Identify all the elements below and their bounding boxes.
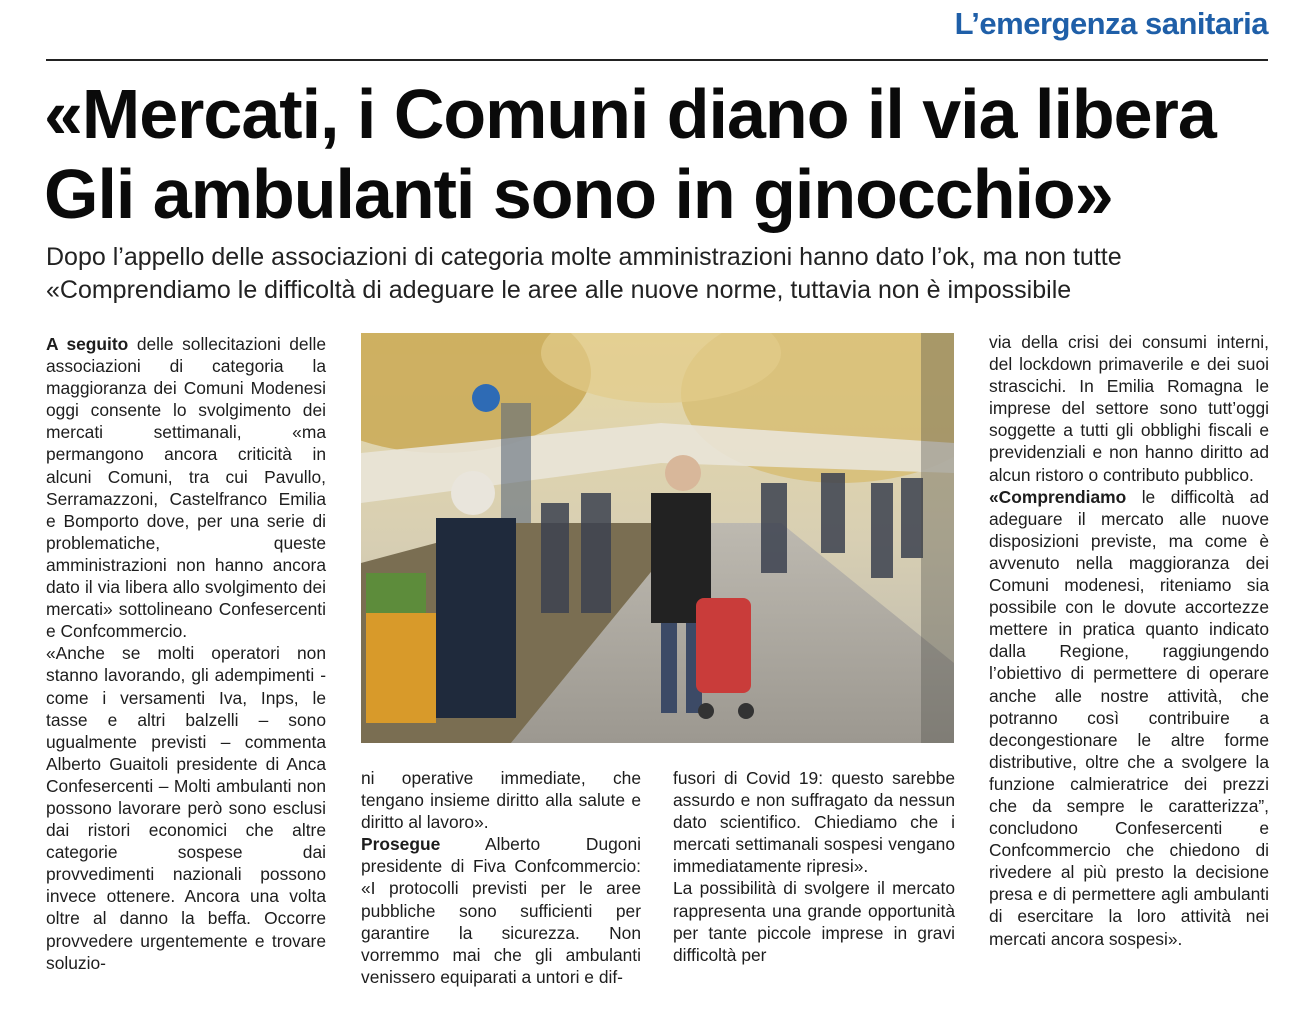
paragraph: via della crisi dei consumi interni, del lockdown primaverile e dei suoi strascichi. In Emilia Romagna le imprese del settore sono tutt’oggi soggette a tutti gli obblighi fiscali e previdenziali e non hanno diritto ad alcun ristoro o contributo pubblico. — [989, 332, 1269, 485]
paragraph: ni operative immediate, che tengano insieme diritto alla salute e diritto al lavoro». — [361, 768, 641, 833]
lead-word: Prosegue — [361, 834, 441, 855]
market-photo — [361, 333, 954, 743]
subheadline-line-2: «Comprendiamo le difficoltà di adeguare le aree alle nuove norme, tuttavia non è impossibile — [46, 276, 1072, 304]
subheadline-line-1: Dopo l’appello delle associazioni di categoria molte amministrazioni hanno dato l’ok, ma non tutte — [46, 243, 1122, 271]
headline-line-2: Gli ambulanti sono in ginocchio» — [44, 155, 1113, 233]
headline-line-1: «Mercati, i Comuni diano il via libera — [44, 75, 1216, 153]
paragraph: «Anche se molti operatori non stanno lavorando, gli adempimenti - come i versamenti Iva, Inps, le tasse e altri balzelli – sono ugualmente previsti – commenta Alberto Guaitoli presidente di Anca Confesercenti – Molti ambulanti non possono lavorare però sono esclusi dai ristori economici che altre categorie sospese dai provvedimenti nazionali possono invece ottenere. Ancora una volta oltre al danno la beffa. Occorre provvedere urgentemente e trovare soluzio- — [46, 643, 326, 973]
header-rule — [46, 59, 1268, 61]
subheadline — [46, 241, 1286, 307]
paragraph — [989, 486, 1269, 950]
article-column-3 — [673, 767, 955, 966]
article-column-4 — [989, 331, 1269, 950]
lead-word: «Comprendiamo — [989, 486, 1127, 507]
paragraph: La possibilità di svolgere il mercato rappresenta una grande opportunità per tante piccole imprese in gravi difficoltà per — [673, 878, 955, 965]
paragraph-text: delle sollecitazioni delle associazioni di categoria la maggioranza dei Comuni Modenesi oggi consente lo svolgimento dei mercati settimanali, «ma permangono ancora criticità in alcuni Comuni, tra cui Pavullo, Serramazzoni, Castelfranco Emilia e Bomporto dove, per una serie di problematiche, queste amministrazioni non hanno ancora dato il via libera allo svolgimento dei mercati» sottolineano Confesercenti e Confcommercio. — [46, 334, 326, 642]
paragraph — [46, 333, 326, 642]
market-scene-image — [361, 333, 954, 743]
paragraph-text: le difficoltà ad adeguare il mercato alle nuove disposizioni previste, ma come è avvenuto nella maggioranza dei Comuni modenesi, riteniamo sia possibile con le dovute accortezze mettere in pratica quanto indicato dalla Regione, raggiungendo l’obiettivo di permettere di operare anche alle nostre attività, che potranno così contribuire a decongestionare le altre forme distributive, oltre che a svolgere la funzione calmieratrice dei prezzi che da sempre le caratterizza”, concludono Confesercenti e Confcommercio che chiedono di rivedere al più presto la decisione presa e di permettere agli ambulanti di esercitare la loro attività nei mercati ancora sospesi». — [989, 486, 1269, 949]
lead-word: A seguito — [46, 334, 129, 354]
paragraph: fusori di Covid 19: questo sarebbe assurdo e non suffragato da nessun dato scientifico. Chiediamo che i mercati settimanali sospesi vengano immediatamente ripresi». — [673, 768, 955, 877]
article-column-2 — [361, 767, 641, 988]
headline — [44, 74, 1274, 234]
paragraph-text: Alberto Dugoni presidente di Fiva Confcommercio: «I protocolli previsti per le aree pubbliche sono sufficienti per garantire la sicurezza. Non vorremmo mai che gli ambulanti venissero equiparati a untori e dif- — [361, 834, 641, 987]
paragraph — [361, 833, 641, 988]
section-label: L’emergenza sanitaria — [954, 6, 1268, 41]
article-column-1 — [46, 333, 326, 974]
